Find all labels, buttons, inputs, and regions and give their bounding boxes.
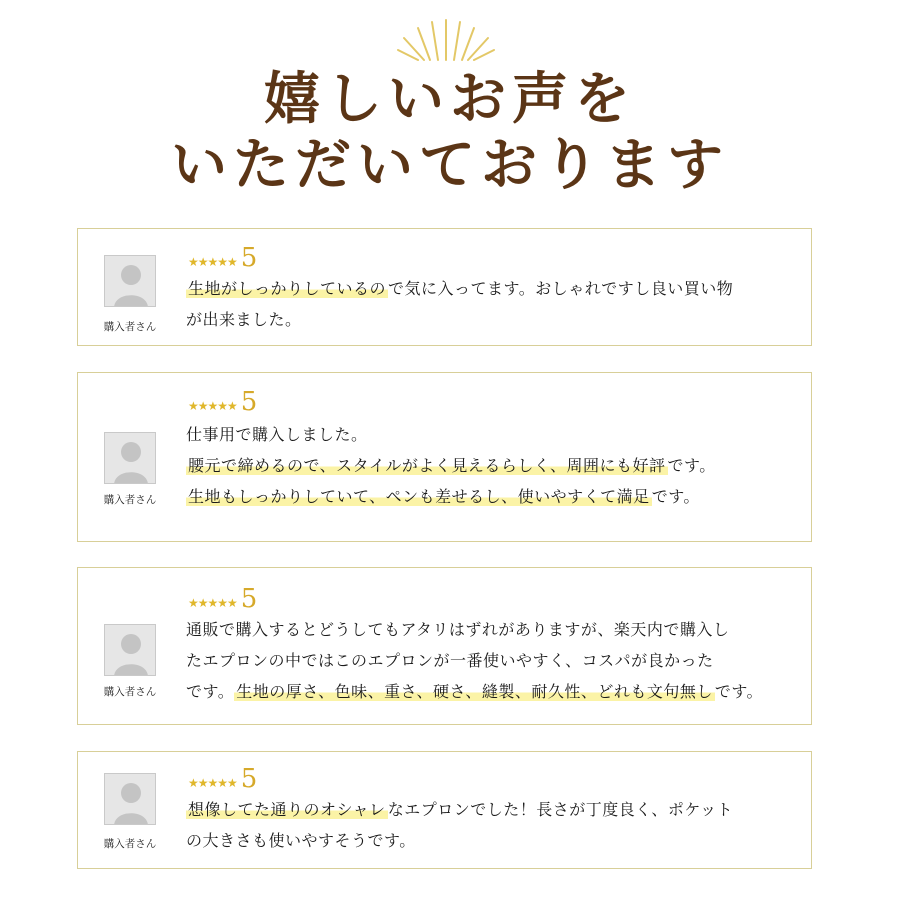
review-text-segment: で気に入ってます。おしゃれですし良い買い物 [388,279,734,298]
review-line [186,794,733,825]
review-text-segment: です。 [651,487,700,506]
rating-score: 5 [240,243,258,273]
review-text-segment: です。 [186,682,235,701]
sparkle-burst-icon [394,14,498,64]
rating [188,764,257,792]
page-title-line-2: いただいております [171,132,729,198]
review-text-segment: が出来ました。 [186,310,302,329]
five-stars-icon: ★★★★★ [188,776,237,790]
review-text-segment: の大きさも使いやすそうです。 [186,831,416,850]
review-line [186,645,763,676]
page-title-line-1: 嬉しいお声を [264,66,636,132]
user-silhouette-icon [104,773,156,825]
review-text-segment: 通販で購入するとどうしてもアタリはずれがありますが、楽天内で購入し [186,620,730,639]
highlighted-text: 生地もしっかりしていて、ペンも差せるし、使いやすくて満足 [188,487,650,506]
five-stars-icon: ★★★★★ [188,399,237,413]
review-card [77,372,812,542]
highlighted-text: 生地がしっかりしているの [188,279,387,298]
rating [188,387,257,415]
reviewer-name: 購入者さん [103,494,157,506]
review-card [77,228,812,346]
review-card [77,567,812,725]
review-line [186,450,716,481]
reviewer-name: 購入者さん [103,686,157,698]
review-text [186,794,733,856]
review-text-segment: です。 [667,456,716,475]
review-line [186,273,733,304]
user-silhouette-icon [104,255,156,307]
rating-score: 5 [240,387,258,417]
review-card [77,751,812,869]
five-stars-icon: ★★★★★ [188,255,237,269]
review-line [186,825,733,856]
highlighted-text: 腰元で締めるので、スタイルがよく見えるらしく、周囲にも好評 [188,456,666,475]
review-text-segment: なエプロンでした！長さが丁度良く、ポケット [387,800,734,819]
review-text [186,273,733,335]
rating [188,584,257,612]
review-line [186,419,716,450]
rating-score: 5 [240,584,258,614]
rating-score: 5 [240,764,258,794]
user-silhouette-icon [104,624,156,676]
review-text-segment: です。 [714,682,764,701]
reviewer-name: 購入者さん [103,838,157,850]
highlighted-text: 想像してた通りのオシャレ [188,800,386,819]
reviewer-name: 購入者さん [103,321,157,333]
review-line [186,676,763,707]
review-text [186,419,716,512]
review-line [186,481,716,512]
five-stars-icon: ★★★★★ [188,596,237,610]
user-silhouette-icon [104,432,156,484]
rating [188,243,257,271]
highlighted-text: 生地の厚さ、色味、重さ、硬さ、縫製、耐久性、どれも文句無し [236,682,713,701]
review-text [186,614,763,707]
review-line [186,614,763,645]
review-line [186,304,733,335]
review-text-segment: 仕事用で購入しました。 [186,425,368,444]
review-text-segment: たエプロンの中ではこのエプロンが一番使いやすく、コスパが良かった [186,651,714,670]
